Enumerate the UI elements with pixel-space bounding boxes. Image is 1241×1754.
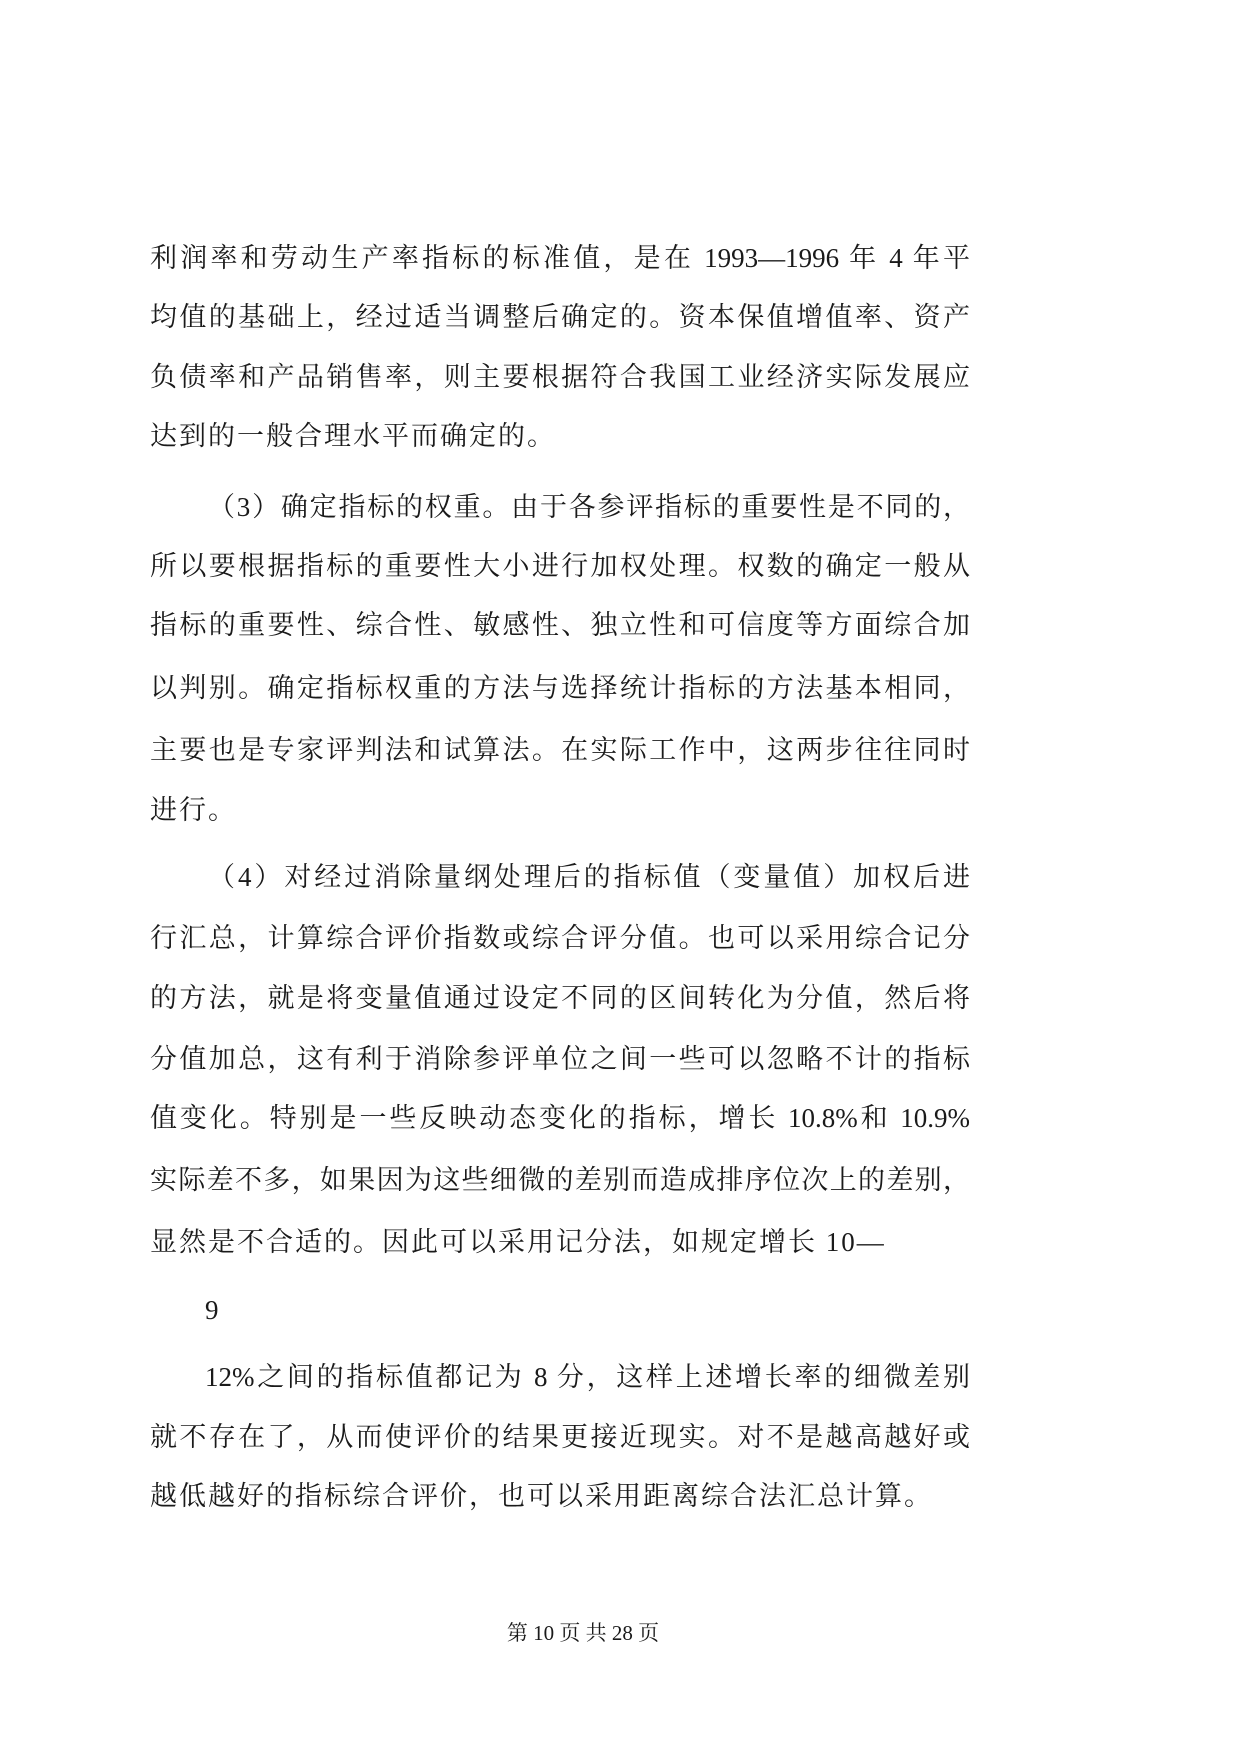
- text-line: 进行。: [150, 795, 237, 825]
- text-line: 值变化。特别是一些反映动态变化的指标，增长 10.8%和 10.9%: [150, 1103, 970, 1133]
- text-line: 行汇总，计算综合评价指数或综合评分值。也可以采用综合记分: [150, 923, 970, 953]
- text-line: 实际差不多，如果因为这些细微的差别而造成排序位次上的差别，: [150, 1165, 970, 1195]
- text-line: 12%之间的指标值都记为 8 分，这样上述增长率的细微差别: [205, 1362, 970, 1392]
- text-line: 分值加总，这有利于消除参评单位之间一些可以忽略不计的指标: [150, 1044, 970, 1074]
- text-line: 达到的一般合理水平而确定的。: [150, 421, 556, 451]
- text-line: 以判别。确定指标权重的方法与选择统计指标的方法基本相同，: [150, 673, 970, 703]
- text-line: 主要也是专家评判法和试算法。在实际工作中，这两步往往同时: [150, 735, 970, 765]
- text-line: 负债率和产品销售率，则主要根据符合我国工业经济实际发展应: [150, 362, 970, 392]
- text-line: 就不存在了，从而使评价的结果更接近现实。对不是越高越好或: [150, 1422, 970, 1452]
- paragraph-heading-line: （3）确定指标的权重。由于各参评指标的重要性是不同的，: [208, 492, 970, 522]
- text-line: 指标的重要性、综合性、敏感性、独立性和可信度等方面综合加: [150, 610, 970, 640]
- text-line: 越低越好的指标综合评价，也可以采用距离综合法汇总计算。: [150, 1481, 933, 1511]
- text-line: 利润率和劳动生产率指标的标准值，是在 1993—1996 年 4 年平: [150, 243, 970, 273]
- text-line: 显然是不合适的。因此可以采用记分法，如规定增长 10—: [150, 1227, 886, 1257]
- text-line: 所以要根据指标的重要性大小进行加权处理。权数的确定一般从: [150, 551, 970, 581]
- text-line: 9: [205, 1295, 221, 1325]
- paragraph-heading-line: （4）对经过消除量纲处理后的指标值（变量值）加权后进: [208, 862, 970, 892]
- text-line: 的方法，就是将变量值通过设定不同的区间转化为分值，然后将: [150, 983, 970, 1013]
- text-line: 均值的基础上，经过适当调整后确定的。资本保值增值率、资产: [150, 302, 970, 332]
- page-footer: 第 10 页 共 28 页: [506, 1621, 660, 1645]
